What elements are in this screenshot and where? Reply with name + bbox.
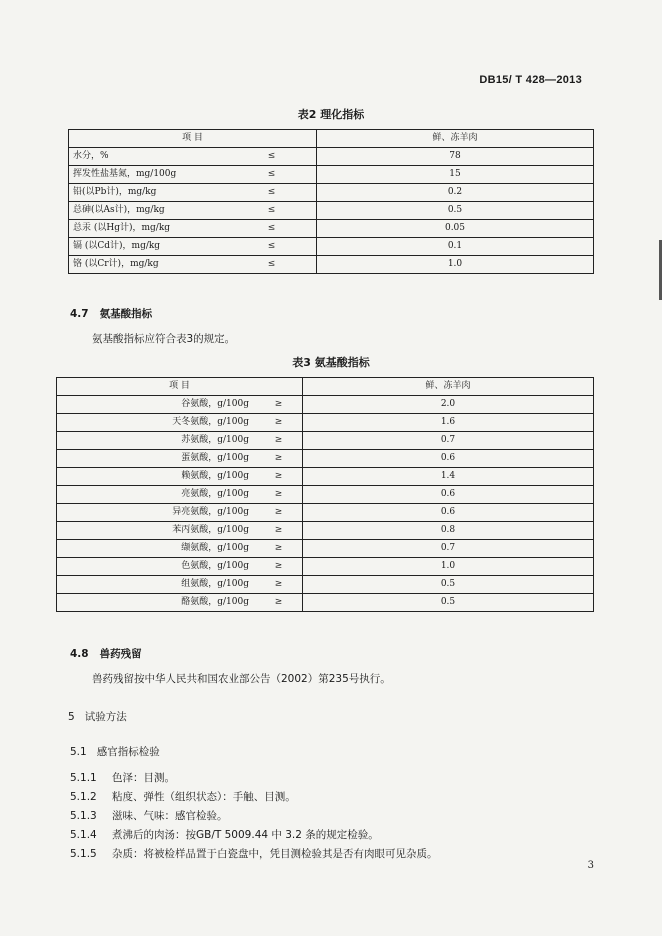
- row-item-name: 组氨酸，g/100g: [57, 576, 256, 594]
- row-item-name: 水分，%: [69, 148, 228, 166]
- table-row: [57, 522, 594, 540]
- row-operator: ≥: [255, 558, 303, 576]
- list-item: [70, 827, 379, 842]
- table-row: [69, 166, 594, 184]
- row-operator: ≤: [227, 184, 317, 202]
- table2-physicochemical: [68, 129, 594, 274]
- row-operator: ≤: [227, 220, 317, 238]
- list-item-text: 杂质：将被检样品置于白瓷盘中，凭目测检验其是否有肉眼可见杂质。: [112, 848, 438, 860]
- row-value: 78: [317, 148, 594, 166]
- row-item-name: 苏氨酸，g/100g: [57, 432, 256, 450]
- table3-caption: 表3 氨基酸指标: [292, 356, 370, 369]
- section-5-1-num: 5.1: [70, 746, 87, 758]
- row-value: 0.7: [303, 432, 594, 450]
- list-item-number: 5.1.3: [70, 810, 97, 822]
- row-item-name: 亮氨酸，g/100g: [57, 486, 256, 504]
- row-item-name: 蛋氨酸，g/100g: [57, 450, 256, 468]
- list-item-number: 5.1.4: [70, 829, 97, 841]
- table-row: [57, 576, 594, 594]
- section-4-8-num: 4.8: [70, 648, 89, 660]
- list-item: [70, 808, 228, 823]
- row-value: 1.4: [303, 468, 594, 486]
- section-4-7-title: 氨基酸指标: [99, 308, 153, 320]
- row-operator: ≥: [255, 468, 303, 486]
- row-value: 0.5: [303, 594, 594, 612]
- table-row: [57, 486, 594, 504]
- row-operator: ≥: [255, 432, 303, 450]
- row-value: 0.05: [317, 220, 594, 238]
- row-operator: ≥: [255, 450, 303, 468]
- row-operator: ≤: [227, 238, 317, 256]
- table-row: [69, 184, 594, 202]
- row-item-name: 总砷(以As计)，mg/kg: [69, 202, 228, 220]
- row-value: 0.5: [317, 202, 594, 220]
- row-operator: ≥: [255, 486, 303, 504]
- table-row: [57, 558, 594, 576]
- row-value: 2.0: [303, 396, 594, 414]
- list-item-text: 粘度、弹性（组织状态）：手触、目测。: [112, 791, 296, 803]
- section-5-title: 试验方法: [84, 711, 127, 723]
- table3-header-value: 鲜、冻羊肉: [303, 378, 594, 396]
- row-item-name: 总汞 (以Hg计)，mg/kg: [69, 220, 228, 238]
- list-item-text: 煮沸后的肉汤：按GB/T 5009.44 中 3.2 条的规定检验。: [112, 829, 379, 841]
- list-item-number: 5.1.5: [70, 848, 97, 860]
- row-item-name: 天冬氨酸，g/100g: [57, 414, 256, 432]
- list-item-text: 滋味、气味：感官检验。: [112, 810, 228, 822]
- row-value: 15: [317, 166, 594, 184]
- table-row: [57, 594, 594, 612]
- table-row: [69, 148, 594, 166]
- list-item: [70, 789, 296, 804]
- row-item-name: 色氨酸，g/100g: [57, 558, 256, 576]
- row-operator: ≤: [227, 166, 317, 184]
- row-value: 0.1: [317, 238, 594, 256]
- row-item-name: 苯丙氨酸，g/100g: [57, 522, 256, 540]
- row-item-name: 赖氨酸，g/100g: [57, 468, 256, 486]
- list-item-number: 5.1.2: [70, 791, 97, 803]
- row-value: 0.6: [303, 486, 594, 504]
- section-5-num: 5: [68, 711, 75, 723]
- row-value: 0.6: [303, 504, 594, 522]
- table2-header-item: 项 目: [69, 130, 317, 148]
- document-code: DB15/ T 428—2013: [479, 74, 582, 86]
- row-value: 0.8: [303, 522, 594, 540]
- row-operator: ≥: [255, 576, 303, 594]
- table-row: [57, 396, 594, 414]
- table2-header-value: 鲜、冻羊肉: [317, 130, 594, 148]
- row-item-name: 谷氨酸，g/100g: [57, 396, 256, 414]
- section-4-7-text: 氨基酸指标应符合表3的规定。: [92, 333, 236, 345]
- row-operator: ≥: [255, 396, 303, 414]
- row-item-name: 异亮氨酸，g/100g: [57, 504, 256, 522]
- table2-caption: 表2 理化指标: [297, 108, 365, 121]
- row-operator: ≥: [255, 414, 303, 432]
- row-item-name: 镉 (以Cd计)，mg/kg: [69, 238, 228, 256]
- table3-amino-acids: [56, 377, 594, 612]
- row-item-name: 酪氨酸，g/100g: [57, 594, 256, 612]
- table3-header-row: [57, 378, 594, 396]
- row-value: 1.0: [303, 558, 594, 576]
- list-item: [70, 846, 438, 861]
- row-operator: ≥: [255, 540, 303, 558]
- section-5-heading: [68, 709, 127, 724]
- section-4-7-heading: [70, 306, 152, 321]
- table-row: [69, 238, 594, 256]
- row-value: 0.6: [303, 450, 594, 468]
- table-row: [57, 504, 594, 522]
- section-4-8-heading: [70, 646, 142, 661]
- list-item-text: 色泽：目测。: [112, 772, 175, 784]
- row-item-name: 铬 (以Cr计)，mg/kg: [69, 256, 228, 274]
- row-operator: ≥: [255, 522, 303, 540]
- row-value: 1.0: [317, 256, 594, 274]
- row-operator: ≤: [227, 202, 317, 220]
- row-value: 0.2: [317, 184, 594, 202]
- table-row: [69, 220, 594, 238]
- row-value: 0.5: [303, 576, 594, 594]
- row-item-name: 缬氨酸，g/100g: [57, 540, 256, 558]
- row-value: 1.6: [303, 414, 594, 432]
- table2-header-row: [69, 130, 594, 148]
- list-item-number: 5.1.1: [70, 772, 97, 784]
- row-operator: ≥: [255, 504, 303, 522]
- table-row: [69, 256, 594, 274]
- row-item-name: 挥发性盐基氮，mg/100g: [69, 166, 228, 184]
- table-row: [57, 468, 594, 486]
- table-row: [57, 414, 594, 432]
- table-row: [57, 540, 594, 558]
- table-row: [57, 450, 594, 468]
- table3-header-item: 项 目: [57, 378, 303, 396]
- row-operator: ≥: [255, 594, 303, 612]
- section-5-1-heading: [70, 744, 160, 759]
- section-5-1-title: 感官指标检验: [96, 746, 160, 758]
- page-number: 3: [587, 860, 594, 871]
- row-operator: ≤: [227, 256, 317, 274]
- row-operator: ≤: [227, 148, 317, 166]
- list-item: [70, 770, 175, 785]
- row-value: 0.7: [303, 540, 594, 558]
- section-4-8-title: 兽药残留: [99, 648, 142, 660]
- section-4-7-num: 4.7: [70, 308, 89, 320]
- table-row: [69, 202, 594, 220]
- section-4-8-text: 兽药残留按中华人民共和国农业部公告（2002）第235号执行。: [92, 673, 391, 685]
- table-row: [57, 432, 594, 450]
- row-item-name: 铅(以Pb计)，mg/kg: [69, 184, 228, 202]
